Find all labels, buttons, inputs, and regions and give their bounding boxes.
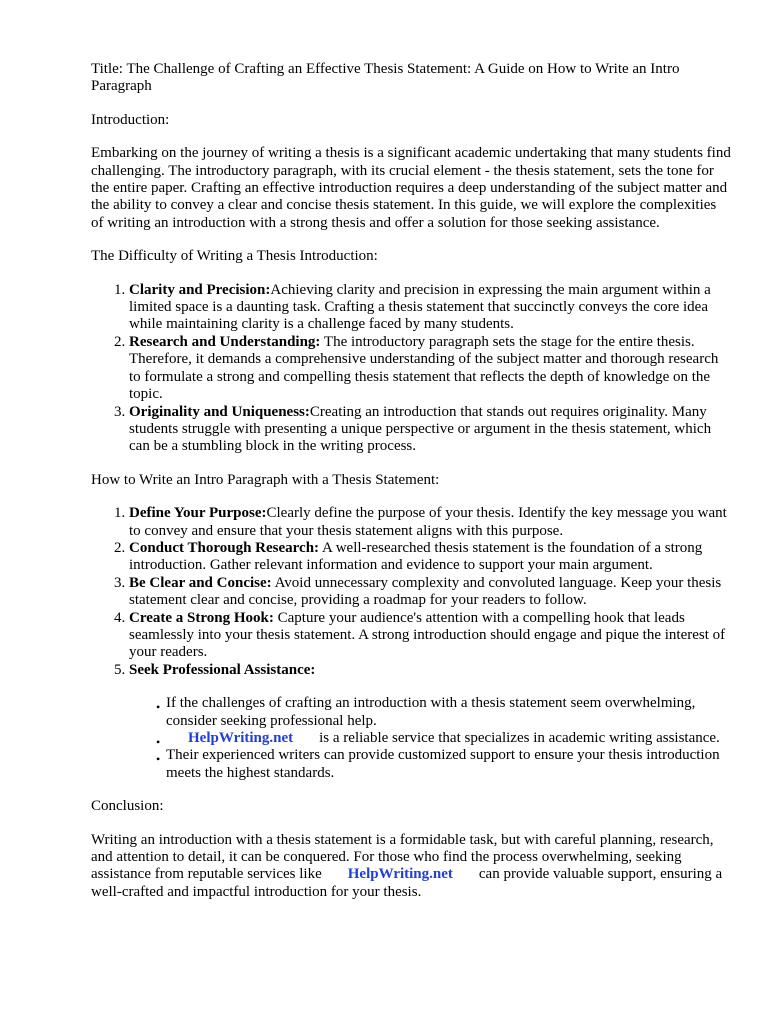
bullet-icon: •	[156, 735, 161, 749]
assistance-bullet-text: If the challenges of crafting an introduction with a thesis statement seem overwhelming, consider seeking professional help.	[166, 695, 696, 729]
howto-item-text: A well-researched thesis statement is the foundation of a strong introduction. Gather relevant information and evidence to support your main argument.	[129, 539, 703, 574]
howto-item-heading: Conduct Thorough Research:	[129, 539, 320, 556]
difficulty-heading: The Difficulty of Writing a Thesis Introduction:	[91, 248, 378, 265]
assistance-bullet	[157, 730, 731, 747]
document-page	[91, 61, 731, 917]
howto-item-heading: Define Your Purpose:	[129, 505, 267, 522]
howto-heading: How to Write an Intro Paragraph with a Thesis Statement:	[91, 471, 440, 488]
howto-item-text: Avoid unnecessary complexity and convoluted language. Keep your thesis statement clear and concise, providing a roadmap for your readers to follow.	[129, 574, 722, 609]
difficulty-item-text: The introductory paragraph sets the stage for the entire thesis. Therefore, it demands a comprehensive understanding of the subject matter and thorough research to formulate a strong and compelling thesis statement that reflects the depth of knowledge on the topic.	[129, 333, 719, 403]
assistance-bullet-text: is a reliable service that specializes in academic writing assistance.	[319, 730, 720, 746]
difficulty-item-originality	[129, 404, 731, 456]
assistance-bullet	[157, 695, 731, 730]
difficulty-item-heading: Research and Understanding:	[129, 333, 321, 350]
howto-item-heading: Seek Professional Assistance:	[129, 661, 316, 678]
conclusion-text: Writing an introduction with a thesis statement is a formidable task, but with careful planning, research, and attention to detail, it can be conquered. For those who find the process overwhelming, seeking assistance from reputable services like	[91, 831, 714, 883]
howto-item-clear	[129, 575, 731, 610]
difficulty-list	[91, 282, 731, 456]
assistance-bullet-text: Their experienced writers can provide customized support to ensure your thesis introduction meets the highest standards.	[166, 747, 720, 781]
howto-item-hook	[129, 610, 731, 662]
howto-item-purpose	[129, 505, 731, 540]
howto-item-heading: Create a Strong Hook:	[129, 609, 274, 626]
difficulty-item-heading: Clarity and Precision:	[129, 281, 271, 298]
helpwriting-link[interactable]: HelpWriting.net	[188, 730, 294, 746]
howto-item-text: Capture your audience's attention with a compelling hook that leads seamlessly into your thesis statement. A strong introduction should engage and pique the interest of your readers.	[129, 609, 726, 661]
conclusion-text: can provide valuable support, ensuring a well-crafted and impactful introduction for your thesis.	[91, 866, 723, 900]
howto-list	[91, 505, 731, 782]
introduction-paragraph: Embarking on the journey of writing a thesis is a significant academic undertaking that many students find challenging. The introductory paragraph, with its crucial element - the thesis statement, sets the tone for the entire paper. Crafting an effective introduction requires a deep understanding of the subject matter and the ability to convey a clear and concise thesis statement. In this guide, we will explore the complexities of writing an introduction with a strong thesis and offer a solution for those seeking assistance.	[91, 145, 731, 231]
helpwriting-link[interactable]: HelpWriting.net	[347, 866, 453, 883]
conclusion-paragraph	[91, 832, 731, 902]
document-title: Title: The Challenge of Crafting an Effective Thesis Statement: A Guide on How to Write an Intro Paragraph	[91, 61, 680, 95]
difficulty-item-research	[129, 334, 731, 404]
howto-item-assistance	[129, 662, 731, 782]
introduction-heading: Introduction:	[91, 111, 170, 128]
difficulty-item-text: Achieving clarity and precision in expressing the main argument within a limited space is a daunting task. Crafting a thesis statement that succinctly conveys the core idea while maintaining clarity is a challenge faced by many students.	[129, 281, 711, 333]
bullet-icon: •	[156, 700, 161, 715]
assistance-bullet	[157, 747, 731, 782]
howto-item-heading: Be Clear and Concise:	[129, 574, 272, 591]
difficulty-item-text: Creating an introduction that stands out requires originality. Many students struggle with presenting a unique perspective or argument in the thesis statement, which can be a stumbling block in the writing process.	[129, 403, 712, 455]
howto-item-research	[129, 540, 731, 575]
difficulty-item-heading: Originality and Uniqueness:	[129, 403, 310, 420]
conclusion-heading: Conclusion:	[91, 798, 164, 815]
howto-item-text: Clearly define the purpose of your thesis. Identify the key message you want to convey and ensure that your thesis statement aligns with this purpose.	[129, 505, 727, 539]
difficulty-item-clarity	[129, 282, 731, 334]
assistance-bullet-list	[91, 695, 731, 782]
bullet-icon: •	[156, 752, 161, 767]
